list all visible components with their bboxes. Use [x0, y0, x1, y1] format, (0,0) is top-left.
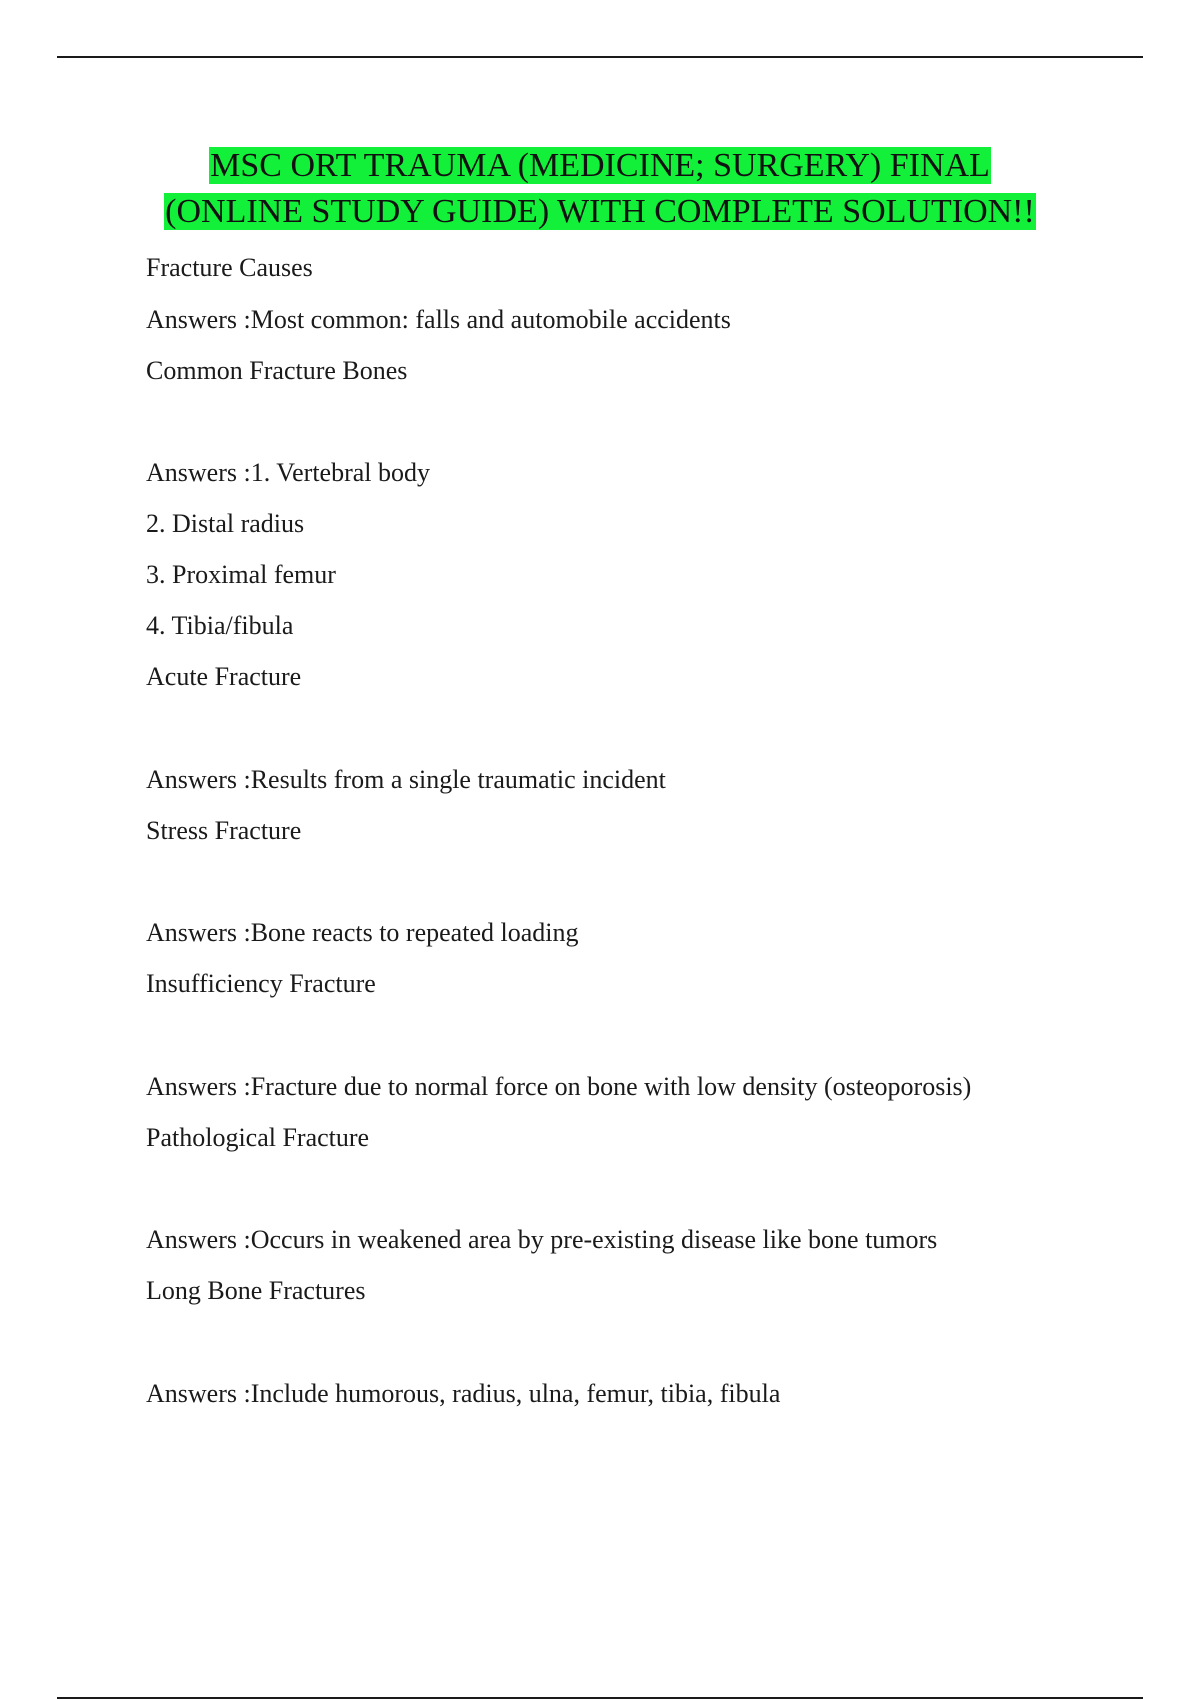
question-insufficiency-fracture: Insufficiency Fracture: [146, 969, 376, 998]
question-acute-fracture: Acute Fracture: [146, 662, 302, 691]
answer-list-item: 2. Distal radius: [146, 509, 305, 538]
question-stress-fracture: Stress Fracture: [146, 816, 302, 845]
document-title: [60, 143, 1140, 235]
answer-common-fracture-bones: Answers :1. Vertebral body: [146, 458, 431, 487]
answer-pathological-fracture: Answers :Occurs in weakened area by pre-existing disease like bone tumors: [146, 1225, 938, 1254]
top-rule: [57, 56, 1143, 58]
question-common-fracture-bones: Common Fracture Bones: [146, 356, 408, 385]
answer-stress-fracture: Answers :Bone reacts to repeated loading: [146, 918, 579, 947]
bottom-rule: [57, 1697, 1143, 1699]
question-long-bone-fractures: Long Bone Fractures: [146, 1276, 366, 1305]
answer-list-item: 3. Proximal femur: [146, 560, 336, 589]
answer-insufficiency-fracture: Answers :Fracture due to normal force on bone with low density (osteoporosis): [146, 1072, 972, 1101]
answer-list-item: 4. Tibia/fibula: [146, 611, 294, 640]
answer-acute-fracture: Answers :Results from a single traumatic incident: [146, 765, 666, 794]
answer-fracture-causes: Answers :Most common: falls and automobile accidents: [146, 305, 731, 334]
question-fracture-causes: Fracture Causes: [146, 253, 313, 282]
title-line-1: MSC ORT TRAUMA (MEDICINE; SURGERY) FINAL: [210, 147, 990, 184]
title-line-2: (ONLINE STUDY GUIDE) WITH COMPLETE SOLUTION!!: [165, 193, 1035, 230]
question-pathological-fracture: Pathological Fracture: [146, 1123, 370, 1152]
answer-long-bone-fractures: Answers :Include humorous, radius, ulna, femur, tibia, fibula: [146, 1379, 781, 1408]
